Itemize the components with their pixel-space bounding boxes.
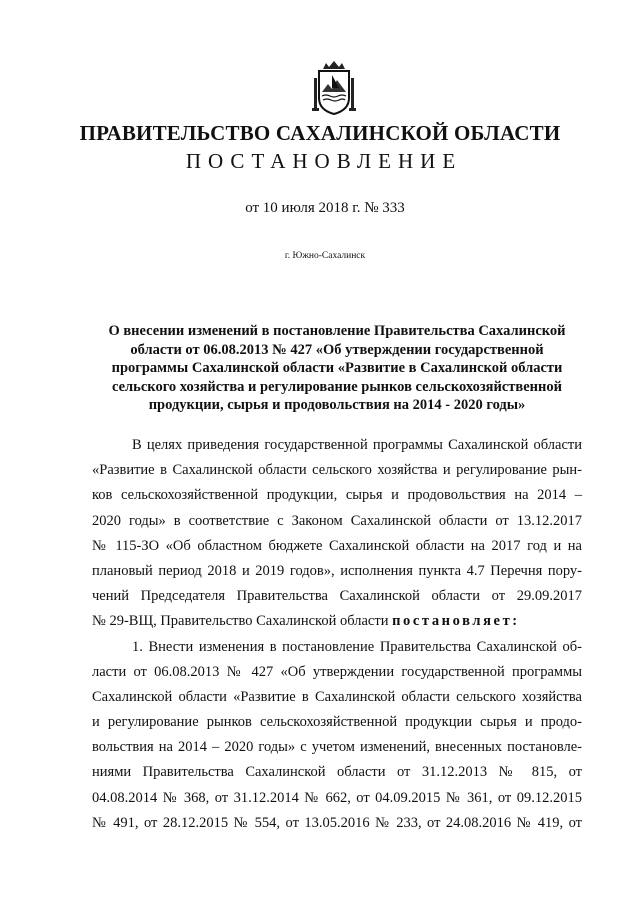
title-line: О внесении изменений в постановление Правительства Сахалинской	[108, 323, 566, 339]
body-line: чений Председателя Правительства Сахалинской области от 29.09.2017	[92, 588, 582, 605]
government-name: ПРАВИТЕЛЬСТВО САХАЛИНСКОЙ ОБЛАСТИ	[79, 121, 561, 145]
body-line: ков сельскохозяйственной продукции, сырья и продовольствия на 2014 –	[92, 487, 582, 504]
document-body	[92, 433, 582, 836]
body-line	[92, 609, 582, 634]
sakhalin-coat-of-arms-icon	[311, 60, 357, 116]
body-line: и регулирование рынков сельскохозяйственной продукции сырья и продо-	[92, 714, 582, 731]
document-type: ПОСТАНОВЛЕНИЕ	[185, 149, 463, 173]
body-line: № 491, от 28.12.2015 № 554, от 13.05.2016 № 233, от 24.08.2016 № 419, от	[92, 814, 582, 831]
resolves-keyword: постановляет:	[392, 613, 520, 630]
body-line: № 115-ЗО «Об областном бюджете Сахалинской области на 2017 год и на	[92, 537, 582, 554]
body-line: плановый период 2018 и 2019 годов», исполнения пункта 4.7 Перечня пору-	[92, 562, 582, 579]
title-line: программы Сахалинской области «Развитие в Сахалинской области	[111, 360, 563, 376]
preamble-paragraph	[92, 433, 582, 635]
body-line: Сахалинской области «Развитие в Сахалинской области сельского хозяйства	[92, 688, 582, 705]
preamble-closing-text: № 29-ВЩ, Правительство Сахалинской области	[92, 613, 389, 630]
document-title	[92, 322, 582, 415]
body-line: 1. Внести изменения в постановление Правительства Сахалинской об-	[132, 638, 582, 655]
title-line: области от 06.08.2013 № 427 «Об утверждении государственной	[130, 341, 544, 358]
body-line: ниями Правительства Сахалинской области от 31.12.2013 № 815, от	[92, 764, 582, 781]
document-date-number: от 10 июля 2018 г. № 333	[245, 200, 405, 216]
body-line: вольствия на 2014 – 2020 годы» с учетом изменений, внесенных постановле-	[92, 739, 582, 756]
body-line: «Развитие в Сахалинской области сельского хозяйства и регулирование рын-	[92, 462, 582, 479]
document-city: г. Южно-Сахалинск	[284, 251, 366, 261]
title-line: сельского хозяйства и регулирование рынков сельскохозяйственной	[112, 378, 562, 395]
body-line: 2020 годы» в соответствие с Законом Сахалинской области от 13.12.2017	[92, 512, 582, 529]
clause-1-paragraph	[92, 635, 582, 837]
title-line: продукции, сырья и продовольствия на 2014 - 2020 годы»	[148, 397, 526, 413]
body-line: В целях приведения государственной программы Сахалинской области	[132, 437, 582, 453]
body-line: 04.08.2014 № 368, от 31.12.2014 № 662, от 04.09.2015 № 361, от 09.12.2015	[92, 789, 582, 806]
body-line: ласти от 06.08.2013 № 427 «Об утверждении государственной программы	[92, 663, 582, 680]
